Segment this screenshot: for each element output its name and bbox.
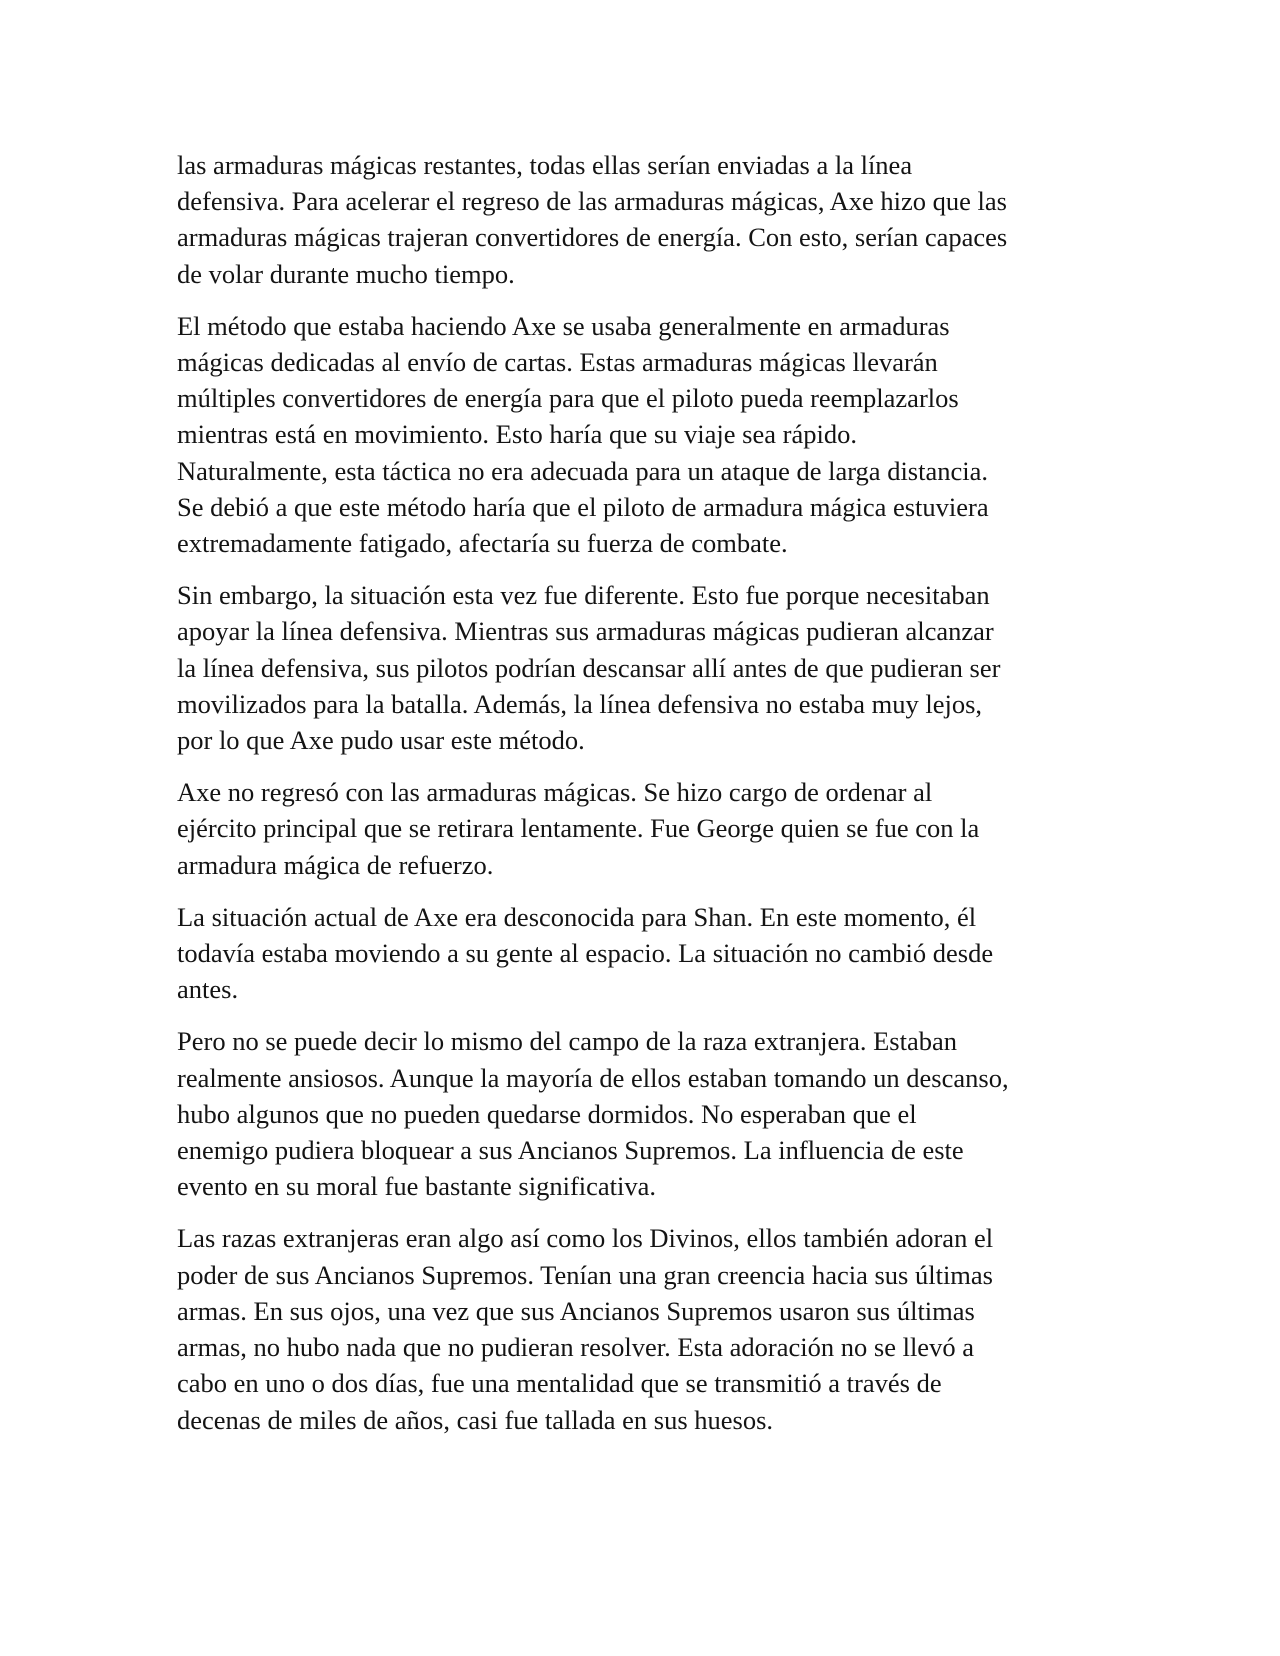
text-line: armas, no hubo nada que no pudieran resolver. Esta adoración no se llevó a — [177, 1332, 974, 1363]
text-line: cabo en uno o dos días, fue una mentalidad que se transmitió a través de — [177, 1368, 942, 1399]
paragraph-3 — [177, 577, 1097, 758]
text-line: Sin embargo, la situación esta vez fue diferente. Esto fue porque necesitaban — [177, 580, 990, 611]
paragraph-5 — [177, 899, 1097, 1008]
text-line: movilizados para la batalla. Además, la línea defensiva no estaba muy lejos, — [177, 688, 983, 719]
text-line: antes. — [177, 974, 239, 1005]
paragraph-4 — [177, 774, 1097, 883]
text-line: ejército principal que se retirara lentamente. Fue George quien se fue con la — [177, 813, 980, 844]
paragraph-2 — [177, 308, 1097, 561]
text-line: La situación actual de Axe era desconocida para Shan. En este momento, él — [177, 901, 977, 932]
text-line: armas. En sus ojos, una vez que sus Ancianos Supremos usaron sus últimas — [177, 1295, 975, 1326]
text-line: decenas de miles de años, casi fue tallada en sus huesos. — [177, 1404, 774, 1435]
text-line: Las razas extranjeras eran algo así como los Divinos, ellos también adoran el — [177, 1223, 994, 1254]
body-text — [177, 147, 1097, 1454]
text-line: hubo algunos que no pueden quedarse dormidos. No esperaban que el — [177, 1098, 917, 1129]
text-line: armadura mágica de refuerzo. — [177, 849, 494, 880]
text-line: apoyar la línea defensiva. Mientras sus armaduras mágicas pudieran alcanzar — [177, 616, 994, 647]
text-line: por lo que Axe pudo usar este método. — [177, 725, 585, 756]
text-line: de volar durante mucho tiempo. — [177, 258, 515, 289]
text-line: mágicas dedicadas al envío de cartas. Estas armaduras mágicas llevarán — [177, 347, 938, 378]
paragraph-6 — [177, 1023, 1097, 1204]
text-line: Axe no regresó con las armaduras mágicas. Se hizo cargo de ordenar al — [177, 777, 933, 808]
text-line: enemigo pudiera bloquear a sus Ancianos Supremos. La influencia de este — [177, 1135, 964, 1166]
text-line: armaduras mágicas trajeran convertidores de energía. Con esto, serían capaces — [177, 222, 1008, 253]
text-line: defensiva. Para acelerar el regreso de las armaduras mágicas, Axe hizo que las — [177, 186, 1007, 217]
text-line: todavía estaba moviendo a su gente al espacio. La situación no cambió desde — [177, 938, 994, 969]
text-line: Pero no se puede decir lo mismo del campo de la raza extranjera. Estaban — [177, 1026, 957, 1057]
text-line: evento en su moral fue bastante significativa. — [177, 1171, 657, 1202]
text-line: poder de sus Ancianos Supremos. Tenían una gran creencia hacia sus últimas — [177, 1259, 993, 1290]
text-line: mientras está en movimiento. Esto haría que su viaje sea rápido. — [177, 419, 857, 450]
text-line: múltiples convertidores de energía para que el piloto pueda reemplazarlos — [177, 383, 959, 414]
paragraph-7 — [177, 1220, 1097, 1437]
text-line: realmente ansiosos. Aunque la mayoría de ellos estaban tomando un descanso, — [177, 1062, 1009, 1093]
text-line: El método que estaba haciendo Axe se usaba generalmente en armaduras — [177, 310, 950, 341]
text-line: extremadamente fatigado, afectaría su fuerza de combate. — [177, 528, 788, 559]
paragraph-1 — [177, 147, 1097, 292]
text-line: las armaduras mágicas restantes, todas ellas serían enviadas a la línea — [177, 150, 913, 180]
text-line: la línea defensiva, sus pilotos podrían descansar allí antes de que pudieran ser — [177, 652, 1001, 683]
text-line: Se debió a que este método haría que el piloto de armadura mágica estuviera — [177, 491, 989, 522]
text-line: Naturalmente, esta táctica no era adecuada para un ataque de larga distancia. — [177, 455, 989, 486]
